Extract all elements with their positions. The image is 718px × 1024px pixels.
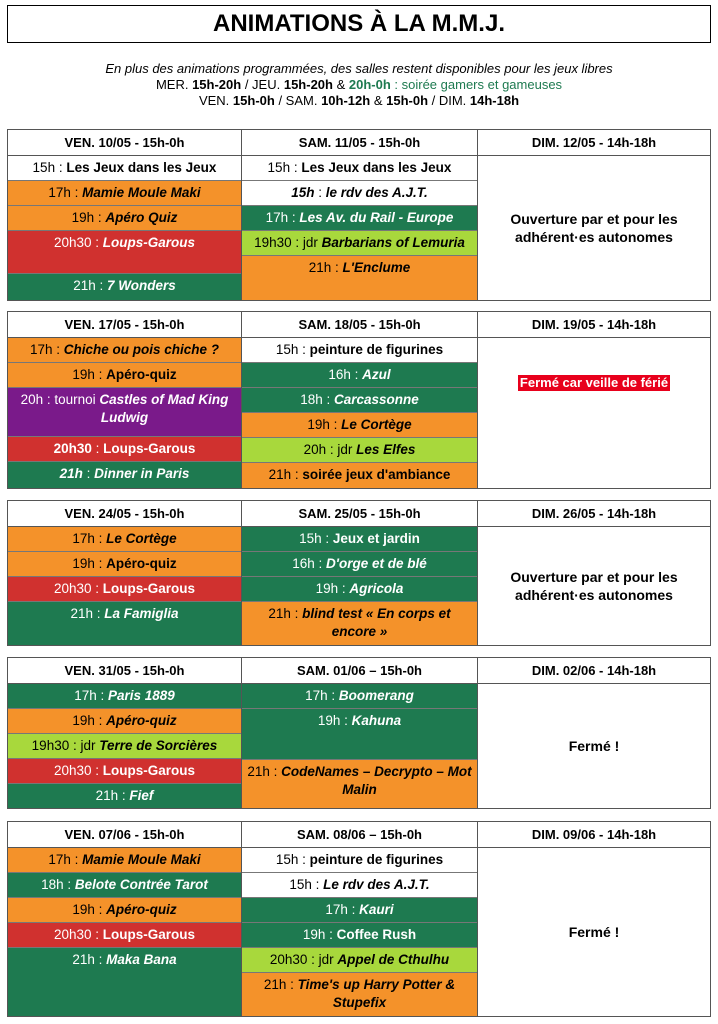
day-header: DIM. 02/06 - 14h-18h xyxy=(478,658,711,684)
day-header: SAM. 18/05 - 15h-0h xyxy=(242,312,478,338)
week-table xyxy=(7,821,711,1017)
intro-line-1: En plus des animations programmées, des salles restent disponibles pour les jeux libres xyxy=(105,61,613,76)
week-table xyxy=(7,129,711,301)
event-slot: 17h : Mamie Moule Maki xyxy=(8,848,241,873)
event-slot: 21h : blind test « En corps et encore » xyxy=(242,602,477,645)
event-slot: 20h : jdr Les Elfes xyxy=(242,438,477,463)
day-header: DIM. 19/05 - 14h-18h xyxy=(478,312,711,338)
event-slot: 19h : Apéro Quiz xyxy=(8,206,241,231)
event-slot: 15h : Les Jeux dans les Jeux xyxy=(8,156,241,181)
sunday-note: Fermé ! xyxy=(478,848,711,1017)
event-slot: 19h : Apéro-quiz xyxy=(8,552,241,577)
event-slot: 21h : Time's up Harry Potter & Stupefix xyxy=(242,973,477,1016)
sunday-note: Fermé ! xyxy=(478,684,711,809)
event-slot: 21h : L'Enclume xyxy=(242,256,477,300)
event-slot: 20h30 : jdr Appel de Cthulhu xyxy=(242,948,477,973)
event-slot: 21h : La Famiglia xyxy=(8,602,241,645)
day-header: DIM. 09/06 - 14h-18h xyxy=(478,822,711,848)
event-slot: 15h : Le rdv des A.J.T. xyxy=(242,873,477,898)
event-slot: 19h30 : jdr Terre de Sorcières xyxy=(8,734,241,759)
week-table xyxy=(7,311,711,489)
event-slot: 19h : Coffee Rush xyxy=(242,923,477,948)
event-slot: 15h : le rdv des A.J.T. xyxy=(242,181,477,206)
event-slot: 18h : Belote Contrée Tarot xyxy=(8,873,241,898)
page-title: ANIMATIONS À LA M.M.J. xyxy=(7,5,711,43)
day-header: SAM. 08/06 – 15h-0h xyxy=(242,822,478,848)
day-header: SAM. 01/06 – 15h-0h xyxy=(242,658,478,684)
day-header: DIM. 26/05 - 14h-18h xyxy=(478,501,711,527)
event-slot: 19h : Apéro-quiz xyxy=(8,709,241,734)
event-slot: 15h : Les Jeux dans les Jeux xyxy=(242,156,477,181)
event-slot: 20h30 : Loups-Garous xyxy=(8,577,241,602)
event-slot: 21h : Dinner in Paris xyxy=(8,462,241,488)
day-header: VEN. 31/05 - 15h-0h xyxy=(8,658,242,684)
event-slot: 16h : D'orge et de blé xyxy=(242,552,477,577)
event-slot: 21h : 7 Wonders xyxy=(8,274,241,300)
event-slot: 20h : tournoi Castles of Mad King Ludwig xyxy=(8,388,241,437)
event-slot: 15h : peinture de figurines xyxy=(242,848,477,873)
day-header: DIM. 12/05 - 14h-18h xyxy=(478,130,711,156)
event-slot: 17h : Mamie Moule Maki xyxy=(8,181,241,206)
day-header: VEN. 17/05 - 15h-0h xyxy=(8,312,242,338)
event-slot: 21h : soirée jeux d'ambiance xyxy=(242,463,477,488)
event-slot: 21h : Fief xyxy=(8,784,241,808)
event-slot: 21h : Maka Bana xyxy=(8,948,241,1016)
day-header: VEN. 07/06 - 15h-0h xyxy=(8,822,242,848)
closed-badge: Fermé car veille de férié xyxy=(519,375,669,390)
day-header: VEN. 10/05 - 15h-0h xyxy=(8,130,242,156)
event-slot: 20h30 : Loups-Garous xyxy=(8,923,241,948)
day-header: VEN. 24/05 - 15h-0h xyxy=(8,501,242,527)
event-slot: 15h : peinture de figurines xyxy=(242,338,477,363)
sunday-note: Ouverture par et pour les adhérent·es autonomes xyxy=(478,527,711,646)
event-slot: 21h : CodeNames – Decrypto – Mot Malin xyxy=(242,760,477,808)
event-slot: 17h : Le Cortège xyxy=(8,527,241,552)
event-slot: 17h : Les Av. du Rail - Europe xyxy=(242,206,477,231)
event-slot: 19h : Kahuna xyxy=(242,709,477,760)
intro xyxy=(0,61,718,109)
event-slot: 18h : Carcassonne xyxy=(242,388,477,413)
event-slot: 19h : Agricola xyxy=(242,577,477,602)
event-slot: 19h : Apéro-quiz xyxy=(8,898,241,923)
week-table xyxy=(7,657,711,809)
event-slot: 17h : Boomerang xyxy=(242,684,477,709)
event-slot: 17h : Paris 1889 xyxy=(8,684,241,709)
sunday-note: Ouverture par et pour les adhérent·es autonomes xyxy=(478,156,711,301)
event-slot: 19h : Le Cortège xyxy=(242,413,477,438)
event-slot: 20h30 : Loups-Garous xyxy=(8,437,241,462)
event-slot: 19h : Apéro-quiz xyxy=(8,363,241,388)
event-slot: 15h : Jeux et jardin xyxy=(242,527,477,552)
event-slot: 16h : Azul xyxy=(242,363,477,388)
event-slot: 17h : Chiche ou pois chiche ? xyxy=(8,338,241,363)
intro-line-3: VEN. 15h-0h / SAM. 10h-12h & 15h-0h / DIM. 14h-18h xyxy=(198,93,520,108)
event-slot: 20h30 : Loups-Garous xyxy=(8,231,241,274)
week-table xyxy=(7,500,711,646)
event-slot: 19h30 : jdr Barbarians of Lemuria xyxy=(242,231,477,256)
intro-line-2: MER. 15h-20h / JEU. 15h-20h & 20h-0h : soirée gamers et gameuses xyxy=(155,77,563,92)
event-slot: 20h30 : Loups-Garous xyxy=(8,759,241,784)
day-header: SAM. 25/05 - 15h-0h xyxy=(242,501,478,527)
event-slot: 17h : Kauri xyxy=(242,898,477,923)
day-header: SAM. 11/05 - 15h-0h xyxy=(242,130,478,156)
